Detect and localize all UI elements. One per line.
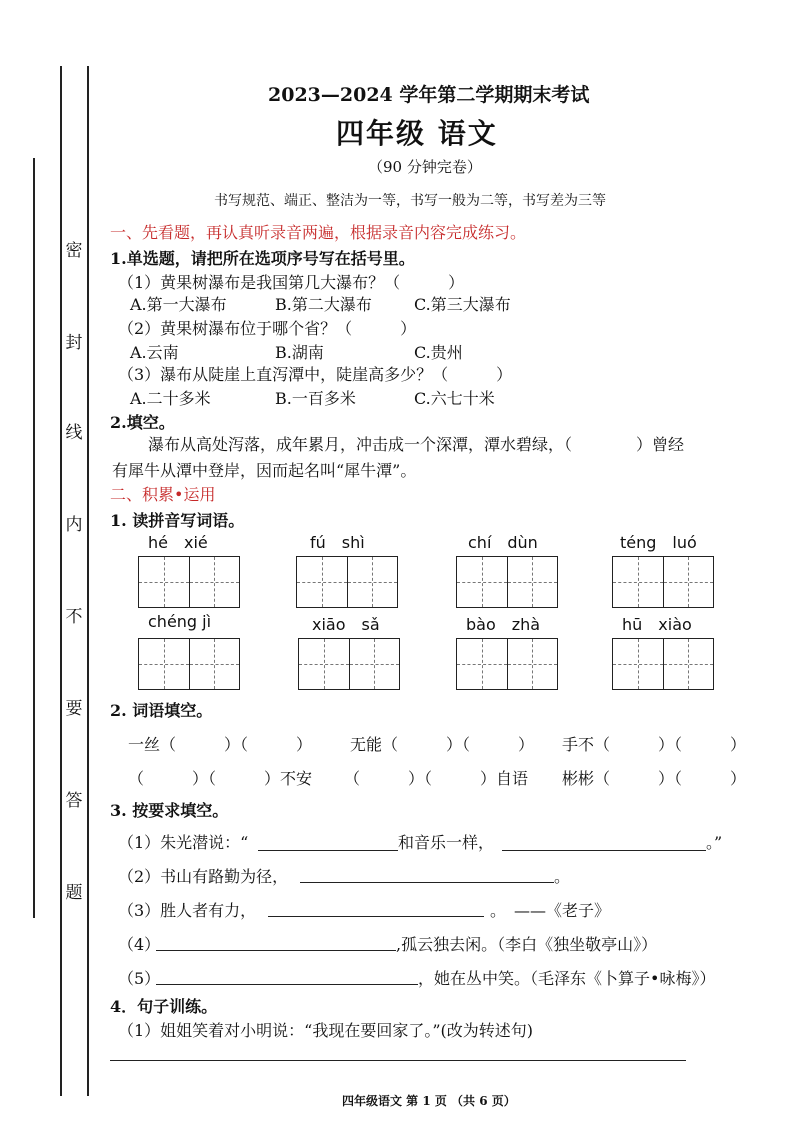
writing-grid[interactable] <box>298 638 400 690</box>
option-a: A.二十多米 <box>130 389 211 408</box>
writing-grid[interactable] <box>456 638 558 690</box>
section2-q1-title: 1. 读拼音写词语。 <box>110 511 245 530</box>
handwriting-note: 书写规范、端正、整洁为一等，书写一般为二等，书写差为三等 <box>214 193 606 209</box>
answer-blank[interactable] <box>156 984 418 985</box>
pinyin-label: fú shì <box>310 533 365 552</box>
fill-item-3-part-c: 。 ——《老子》 <box>490 901 611 920</box>
writing-grid[interactable] <box>456 556 558 608</box>
answer-blank[interactable] <box>502 850 706 851</box>
question-stem: （2）黄果树瀑布位于哪个省？（ ） <box>118 319 417 338</box>
exam-title: 2023—2024 学年第二学期期末考试 <box>268 84 590 106</box>
pinyin-label: bào zhà <box>466 615 541 634</box>
word-fill-item[interactable]: 一丝（ ）（ ） <box>128 735 313 754</box>
fill-item-4-part-c: ,孤云独去闲。（李白《独坐敬亭山》） <box>396 935 658 954</box>
time-note: （90 分钟完卷） <box>368 158 482 176</box>
section1-heading: 一、先看题，再认真听录音两遍，根据录音内容完成练习。 <box>110 223 527 242</box>
subject-title: 四年级 语文 <box>336 117 498 150</box>
seal-char: 内 <box>65 515 83 535</box>
margin-line-left <box>60 66 62 1096</box>
section2-q4-title: 4．句子训练。 <box>110 997 218 1016</box>
writing-grid[interactable] <box>138 638 240 690</box>
writing-grid[interactable] <box>612 638 714 690</box>
fill-item-4-part-a: （4） <box>118 935 161 954</box>
section1-q1-title: 1.单选题，请把所在选项序号写在括号里。 <box>110 249 415 268</box>
pinyin-label: xiāo sǎ <box>312 615 380 634</box>
answer-blank[interactable] <box>268 916 484 917</box>
fill-item-5-part-a: （5） <box>118 969 161 988</box>
fill-item-2-part-a: （2）书山有路勤为径， <box>118 867 289 886</box>
word-fill-item[interactable]: 彬彬（ ）（ ） <box>562 769 747 788</box>
option-b: B.第二大瀑布 <box>275 295 372 314</box>
question-stem: （3）瀑布从陡崖上直泻潭中，陡崖高多少？（ ） <box>118 365 513 384</box>
seal-char: 密 <box>65 241 83 261</box>
word-fill-item[interactable]: （ ）（ ）不安 <box>128 769 313 788</box>
section2-heading: 二、积累•运用 <box>110 485 216 504</box>
option-a: A.第一大瀑布 <box>130 295 227 314</box>
pinyin-label: chí dùn <box>468 533 538 552</box>
margin-line-right <box>87 66 89 1096</box>
pinyin-label: hé xié <box>148 533 208 552</box>
pinyin-label: hū xiào <box>622 615 692 634</box>
seal-char: 题 <box>65 883 83 903</box>
seal-char: 线 <box>65 423 83 443</box>
option-c: C.六七十米 <box>414 389 495 408</box>
fill-paragraph-line2: 有犀牛从潭中登岸，因而起名叫“犀牛潭”。 <box>112 461 417 480</box>
writing-grid[interactable] <box>296 556 398 608</box>
option-c: C.贵州 <box>414 343 463 362</box>
margin-line-outer <box>33 158 35 918</box>
word-fill-item[interactable]: 手不（ ）（ ） <box>562 735 747 754</box>
writing-grid[interactable] <box>138 556 240 608</box>
question-stem: （1）黄果树瀑布是我国第几大瀑布？（ ） <box>118 273 465 292</box>
seal-char: 不 <box>65 607 83 627</box>
option-c: C.第三大瀑布 <box>414 295 511 314</box>
answer-blank[interactable] <box>300 882 554 883</box>
option-b: B.湖南 <box>275 343 324 362</box>
page-footer: 四年级语文 第 1 页 （共 6 页） <box>342 1094 516 1108</box>
seal-char: 答 <box>65 791 83 811</box>
fill-item-5-part-c: ，她在丛中笑。（毛泽东《卜算子•咏梅》） <box>418 969 716 988</box>
section1-q2-title: 2.填空。 <box>110 413 175 432</box>
pinyin-label: téng luó <box>620 533 697 552</box>
pinyin-label: chéng jì <box>148 612 212 631</box>
section2-q2-title: 2. 词语填空。 <box>110 701 213 720</box>
seal-char: 封 <box>65 333 83 353</box>
fill-item-3-part-a: （3）胜人者有力， <box>118 901 257 920</box>
fill-item-1-part-a: （1）朱光潜说：“ <box>118 833 249 852</box>
answer-line[interactable] <box>110 1060 686 1061</box>
writing-grid[interactable] <box>612 556 714 608</box>
fill-item-2-part-c: 。 <box>554 867 571 886</box>
fill-item-1-part-c: 。” <box>706 833 723 852</box>
section2-q3-title: 3. 按要求填空。 <box>110 801 229 820</box>
fill-paragraph-line1: 瀑布从高处泻落，成年累月，冲击成一个深潭，潭水碧绿，（ ）曾经 <box>148 435 685 454</box>
seal-char: 要 <box>65 699 83 719</box>
sentence-item-1: （1）姐姐笑着对小明说：“我现在要回家了。”(改为转述句) <box>118 1021 534 1040</box>
word-fill-item[interactable]: 无能（ ）（ ） <box>350 735 535 754</box>
fill-item-1-part-b: 和音乐一样， <box>398 833 495 852</box>
option-b: B.一百多米 <box>275 389 356 408</box>
word-fill-item[interactable]: （ ）（ ）自语 <box>344 769 529 788</box>
option-a: A.云南 <box>130 343 179 362</box>
answer-blank[interactable] <box>156 950 396 951</box>
answer-blank[interactable] <box>258 850 398 851</box>
